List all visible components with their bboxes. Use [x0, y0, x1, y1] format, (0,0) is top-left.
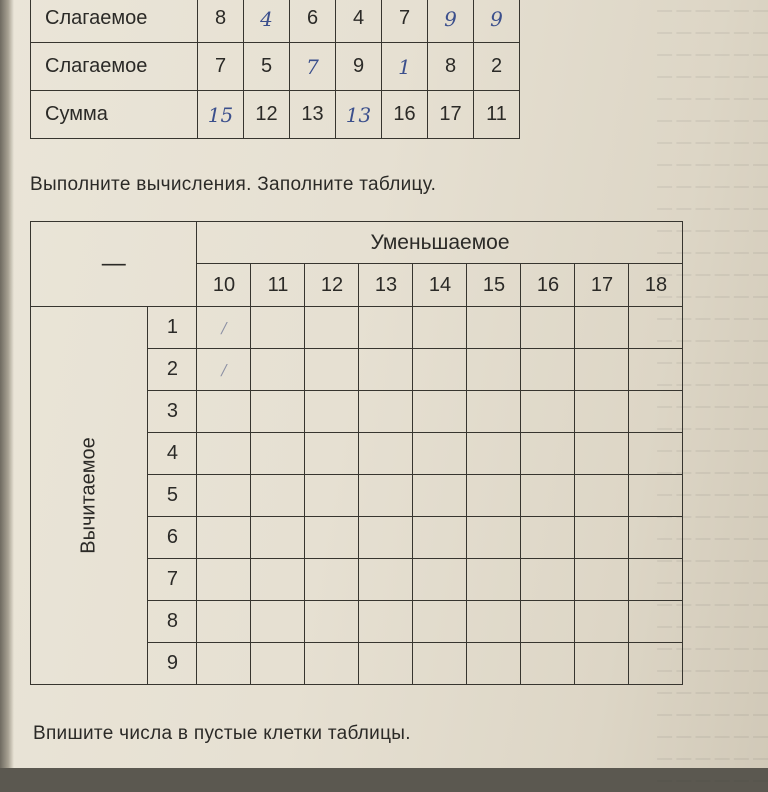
answer-cell[interactable] [359, 433, 413, 475]
answer-cell[interactable] [521, 307, 575, 349]
answer-cell[interactable] [305, 349, 359, 391]
next-task-instruction: Впишите числа в пустые клетки таблицы. [33, 723, 411, 744]
answer-cell[interactable] [575, 643, 629, 685]
answer-cell[interactable] [521, 391, 575, 433]
answer-cell[interactable] [413, 433, 467, 475]
minuend-value: 14 [413, 264, 467, 307]
sum-cell: 16 [382, 91, 428, 139]
addend2-cell-handwritten[interactable]: 1 [382, 43, 428, 91]
answer-cell[interactable] [413, 601, 467, 643]
answer-cell[interactable] [467, 391, 521, 433]
answer-cell[interactable] [467, 559, 521, 601]
book-spine-shadow [0, 0, 14, 768]
answer-cell[interactable] [629, 559, 683, 601]
answer-cell[interactable] [251, 433, 305, 475]
answer-cell[interactable] [359, 643, 413, 685]
answer-cell[interactable] [467, 475, 521, 517]
addend1-cell-handwritten[interactable]: 4 [244, 0, 290, 43]
answer-cell[interactable] [467, 601, 521, 643]
answer-cell[interactable] [413, 517, 467, 559]
addend2-cell: 9 [336, 43, 382, 91]
answer-cell[interactable] [197, 601, 251, 643]
minuend-value: 16 [521, 264, 575, 307]
answer-cell[interactable] [575, 349, 629, 391]
addend2-row [31, 43, 520, 91]
addend1-row [31, 0, 520, 43]
addition-table [30, 0, 520, 139]
answer-cell[interactable] [575, 559, 629, 601]
answer-cell[interactable] [359, 517, 413, 559]
answer-cell[interactable] [413, 643, 467, 685]
subtrahend-value: 8 [148, 601, 197, 643]
answer-cell[interactable] [521, 559, 575, 601]
answer-cell[interactable] [251, 349, 305, 391]
subtrahend-value: 1 [148, 307, 197, 349]
answer-cell[interactable] [467, 307, 521, 349]
answer-cell[interactable] [305, 391, 359, 433]
answer-cell[interactable] [305, 475, 359, 517]
answer-cell[interactable] [521, 349, 575, 391]
operation-symbol: — [31, 222, 197, 307]
answer-cell[interactable] [413, 475, 467, 517]
answer-cell[interactable] [305, 517, 359, 559]
answer-cell[interactable] [521, 517, 575, 559]
sum-row [31, 91, 520, 139]
answer-cell[interactable] [197, 391, 251, 433]
answer-cell[interactable] [251, 517, 305, 559]
addend2-cell: 5 [244, 43, 290, 91]
answer-cell[interactable] [197, 349, 251, 391]
subtrahend-header [31, 307, 148, 685]
answer-cell[interactable] [359, 559, 413, 601]
answer-cell[interactable] [197, 559, 251, 601]
addend2-cell: 7 [198, 43, 244, 91]
answer-cell[interactable] [575, 307, 629, 349]
addend1-cell: 7 [382, 0, 428, 43]
answer-cell[interactable] [413, 391, 467, 433]
answer-cell[interactable] [629, 391, 683, 433]
answer-cell[interactable] [305, 601, 359, 643]
answer-cell[interactable] [305, 307, 359, 349]
minuend-value: 13 [359, 264, 413, 307]
answer-cell[interactable] [467, 517, 521, 559]
answer-cell[interactable] [197, 517, 251, 559]
header-row [31, 222, 683, 264]
answer-cell[interactable] [413, 559, 467, 601]
sum-cell-handwritten[interactable]: 15 [198, 91, 244, 139]
answer-cell[interactable] [521, 433, 575, 475]
addend1-cell: 8 [198, 0, 244, 43]
subtrahend-header-text: Вычитаемое [77, 437, 100, 554]
addend2-cell: 2 [474, 43, 520, 91]
minuend-value: 17 [575, 264, 629, 307]
answer-cell[interactable] [629, 517, 683, 559]
answer-cell[interactable] [575, 391, 629, 433]
minuend-value: 12 [305, 264, 359, 307]
answer-cell[interactable] [629, 475, 683, 517]
row-label-addend2: Слагаемое [31, 43, 198, 91]
subtrahend-value: 5 [148, 475, 197, 517]
answer-cell[interactable] [359, 307, 413, 349]
minuend-value: 11 [251, 264, 305, 307]
minuend-header: Уменьшаемое [197, 222, 683, 264]
answer-cell[interactable] [305, 433, 359, 475]
addend1-cell-handwritten[interactable]: 9 [428, 0, 474, 43]
subtrahend-value: 6 [148, 517, 197, 559]
answer-cell[interactable] [629, 307, 683, 349]
addend2-cell: 8 [428, 43, 474, 91]
answer-cell[interactable] [629, 433, 683, 475]
subtrahend-value: 7 [148, 559, 197, 601]
answer-cell[interactable] [251, 391, 305, 433]
answer-cell[interactable] [629, 601, 683, 643]
answer-cell[interactable] [197, 433, 251, 475]
sum-cell: 11 [474, 91, 520, 139]
pencil-mark: / [221, 361, 227, 379]
answer-cell[interactable] [197, 643, 251, 685]
sum-cell: 13 [290, 91, 336, 139]
bleed-through-text: — — — — — — — — — — — — — — — — — — — — — — — — — — — — — — — — — — — — — — — — — — — — — — — — — — — — — — — — — — — — — — — — — — — — — — — — — — — — — — — — — — — — — — — — — — — — — — — — — — — — — — — — — — — — — — — — — — — — — — — — — — — — — — — — — — — — — — — — — — — — — — — — — — — — — — — — — — — — — — — — — — — — — — — — — — — — — — — — — — — — — — — — — — — — — — — — — — — — — — — — — — — — — — — — — — — — — — — — [657, 2, 768, 789]
answer-cell[interactable] [359, 391, 413, 433]
sum-cell: 12 [244, 91, 290, 139]
addend1-cell: 4 [336, 0, 382, 43]
task-instruction: Выполните вычисления. Заполните таблицу. [30, 174, 437, 195]
addend1-cell: 6 [290, 0, 336, 43]
answer-cell[interactable] [521, 601, 575, 643]
answer-cell[interactable] [575, 475, 629, 517]
answer-cell[interactable] [251, 307, 305, 349]
minuend-value: 18 [629, 264, 683, 307]
answer-cell[interactable] [575, 601, 629, 643]
answer-cell[interactable] [521, 475, 575, 517]
minuend-value: 15 [467, 264, 521, 307]
answer-cell[interactable] [251, 559, 305, 601]
subtrahend-value: 3 [148, 391, 197, 433]
answer-cell[interactable] [575, 433, 629, 475]
addend2-cell-handwritten[interactable]: 7 [290, 43, 336, 91]
answer-cell[interactable] [575, 517, 629, 559]
sum-cell: 17 [428, 91, 474, 139]
answer-cell[interactable] [629, 349, 683, 391]
subtrahend-value: 9 [148, 643, 197, 685]
answer-cell[interactable] [305, 643, 359, 685]
answer-cell[interactable] [251, 643, 305, 685]
answer-cell[interactable] [251, 601, 305, 643]
answer-cell[interactable] [251, 475, 305, 517]
answer-cell[interactable] [467, 349, 521, 391]
subtrahend-value: 2 [148, 349, 197, 391]
subtrahend-value: 4 [148, 433, 197, 475]
answer-cell[interactable] [521, 643, 575, 685]
answer-cell[interactable] [197, 475, 251, 517]
minuend-value: 10 [197, 264, 251, 307]
row-label-addend1: Слагаемое [31, 0, 198, 43]
answer-cell[interactable] [467, 643, 521, 685]
answer-cell[interactable] [413, 349, 467, 391]
row-label-sum: Сумма [31, 91, 198, 139]
subtraction-table [30, 221, 683, 685]
answer-cell[interactable] [359, 601, 413, 643]
answer-cell[interactable] [413, 307, 467, 349]
addend1-cell-handwritten[interactable]: 9 [474, 0, 520, 43]
answer-cell[interactable] [629, 643, 683, 685]
answer-cell[interactable] [359, 475, 413, 517]
sum-cell-handwritten[interactable]: 13 [336, 91, 382, 139]
answer-cell[interactable] [305, 559, 359, 601]
subtrahend-row [31, 307, 683, 349]
answer-cell[interactable] [467, 433, 521, 475]
answer-cell[interactable] [197, 307, 251, 349]
pencil-mark: / [221, 319, 227, 337]
answer-cell[interactable] [359, 349, 413, 391]
